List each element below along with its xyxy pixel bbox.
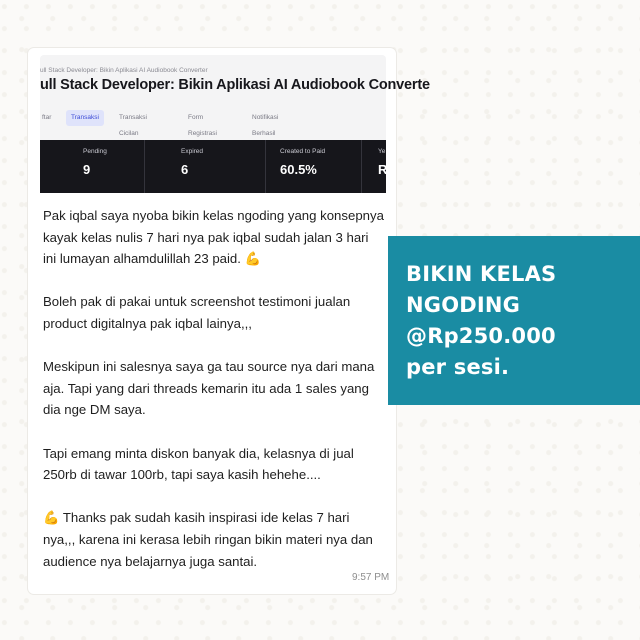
- screenshot-tab-form-registrasi: Form Registrasi: [188, 114, 217, 137]
- promo-banner: [388, 236, 640, 405]
- message-paragraph: Pak iqbal saya nyoba bikin kelas ngoding yang konsepnya kayak kelas nulis 7 hari nya pak iqbal sudah jalan 3 hari ini lumayan alhamdulillah 23 paid. 💪: [43, 208, 384, 267]
- message-paragraph: 💪 Thanks pak sudah kasih inspirasi ide kelas 7 hari nya,,, karena ini kerasa lebih ringan bikin materi nya dan audience nya belajarnya juga santai.: [43, 510, 373, 569]
- stat-value: 9: [83, 162, 91, 177]
- message-text: [43, 205, 385, 572]
- message-timestamp: 9:57 PM: [352, 572, 390, 583]
- stat-label: Created to Paid: [280, 148, 326, 155]
- message-paragraph: Boleh pak di pakai untuk screenshot testimoni jualan product digitalnya pak iqbal lainya,,,: [43, 294, 351, 331]
- screenshot-tab-transaksi-cicilan: Transaksi Cicilan: [119, 114, 147, 137]
- banner-line: per sesi.: [406, 355, 510, 379]
- banner-line: BIKIN KELAS: [406, 262, 557, 286]
- attached-screenshot[interactable]: [40, 55, 430, 193]
- stat-label: Pending: [83, 148, 107, 155]
- promo-banner-text: [406, 259, 634, 383]
- screenshot-tab-daftar: ftar: [42, 114, 52, 121]
- screenshot-title: ull Stack Developer: Bikin Aplikasi AI Audiobook Converte: [40, 77, 430, 93]
- stat-value: 6: [181, 162, 189, 177]
- stat-divider: [361, 140, 362, 193]
- stat-divider: [265, 140, 266, 193]
- screenshot-stats-bar: [40, 140, 386, 193]
- stat-divider: [144, 140, 145, 193]
- screenshot-breadcrumb: ull Stack Developer: Bikin Aplikasi AI Audiobook Converter: [40, 67, 208, 74]
- stat-value: 60.5%: [280, 162, 317, 177]
- banner-line: @Rp250.000: [406, 324, 556, 348]
- screenshot-tab-transaksi: Transaksi: [66, 110, 104, 126]
- stat-value: R: [378, 162, 388, 177]
- message-paragraph: Tapi emang minta diskon banyak dia, kelasnya di jual 250rb di tawar 100rb, tapi saya kasih hehehe....: [43, 445, 354, 483]
- stat-label: Ye: [378, 148, 386, 155]
- message-paragraph: Meskipun ini salesnya saya ga tau source nya dari mana aja. Tapi yang dari threads kemarin itu ada 1 sales yang dia nge DM saya.: [43, 359, 375, 418]
- screenshot-tab-notifikasi: Notifikasi Berhasil: [252, 114, 279, 137]
- stat-label: Expired: [181, 148, 204, 155]
- banner-line: NGODING: [406, 293, 521, 317]
